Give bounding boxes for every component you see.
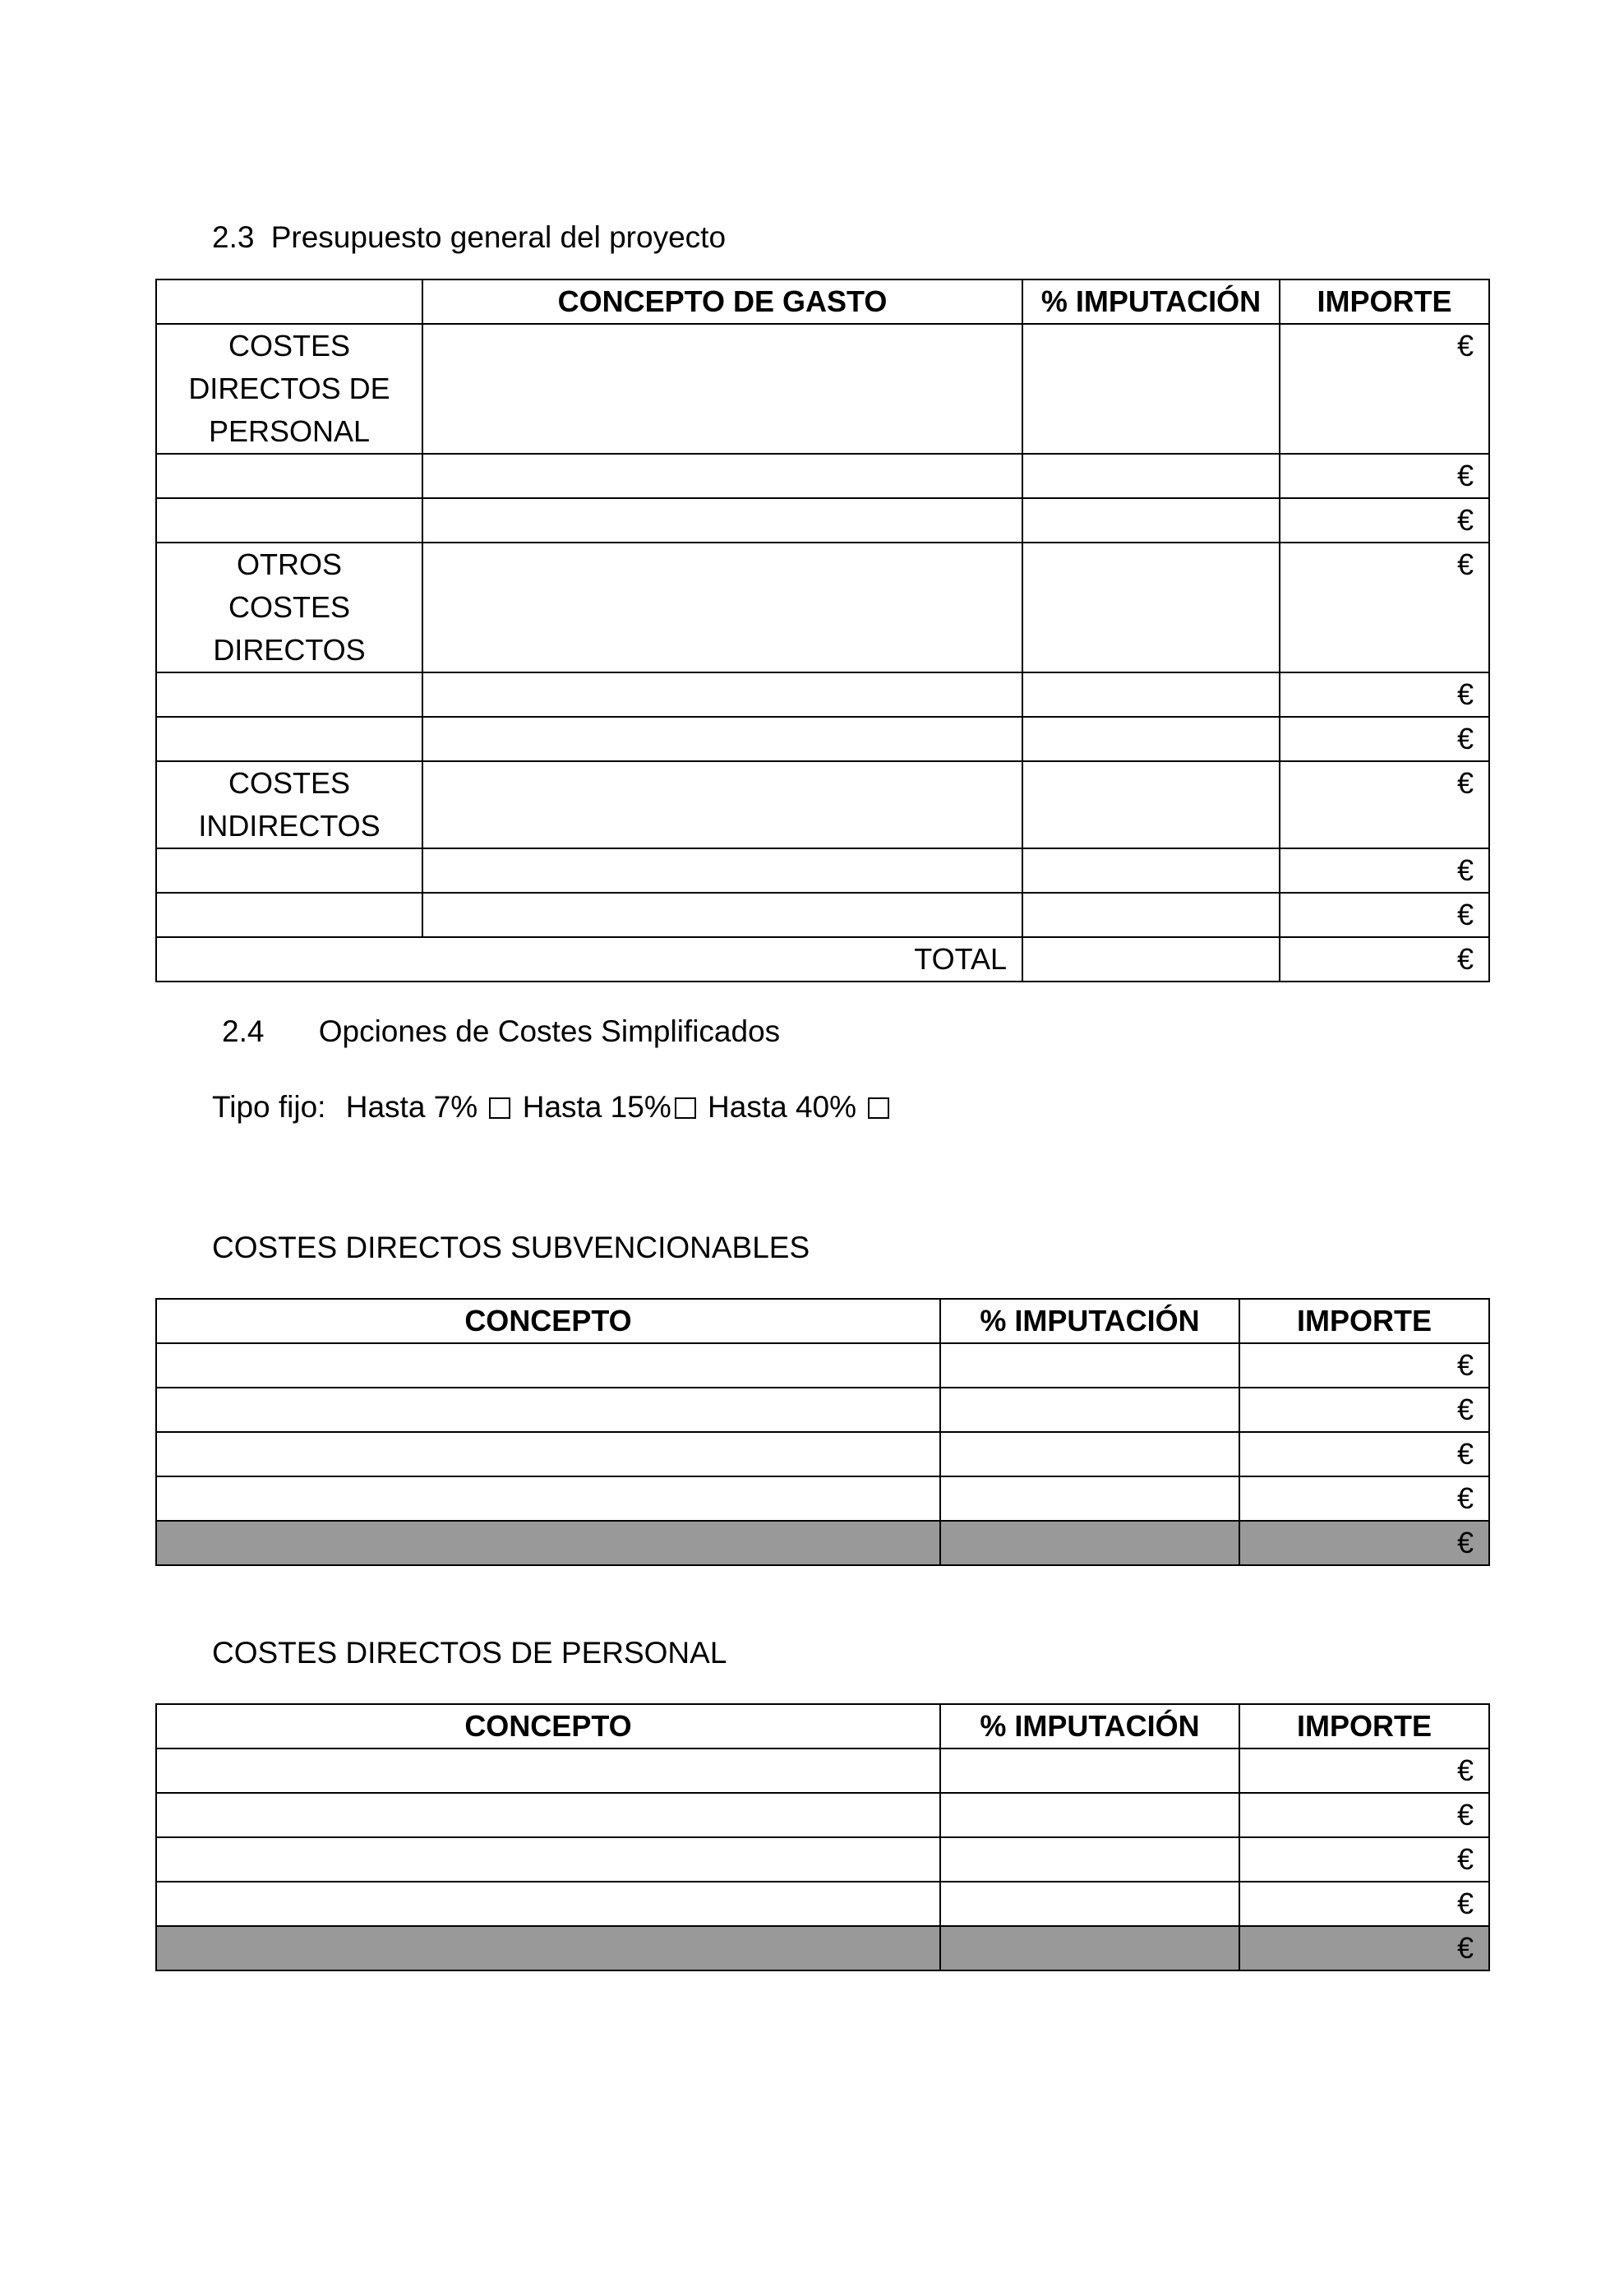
section-title: Presupuesto general del proyecto <box>270 220 727 254</box>
tipo-fijo-options <box>212 1090 893 1125</box>
personal-table <box>155 1703 1490 1971</box>
section-2-4-heading <box>222 1014 780 1049</box>
category-cell[interactable] <box>156 498 422 543</box>
total-row <box>156 937 1489 982</box>
summary-amount-cell[interactable]: € <box>1239 1926 1489 1970</box>
table-row <box>156 761 1489 848</box>
table-row <box>156 1343 1489 1388</box>
table-row <box>156 324 1489 454</box>
percent-cell[interactable] <box>1022 324 1280 454</box>
percent-cell[interactable] <box>1022 893 1280 937</box>
section-number: 2.4 <box>222 1014 265 1048</box>
summary-amount-cell[interactable]: € <box>1239 1521 1489 1565</box>
amount-cell[interactable]: € <box>1239 1837 1489 1882</box>
amount-cell[interactable]: € <box>1280 893 1489 937</box>
concept-cell[interactable] <box>422 324 1022 454</box>
header-amount: IMPORTE <box>1239 1299 1489 1343</box>
concept-cell[interactable] <box>422 454 1022 498</box>
summary-percent-cell <box>940 1521 1239 1565</box>
concept-cell[interactable] <box>422 672 1022 717</box>
summary-row <box>156 1926 1489 1970</box>
amount-cell[interactable]: € <box>1280 324 1489 454</box>
percent-cell[interactable] <box>1022 543 1280 672</box>
concept-cell[interactable] <box>156 1748 940 1793</box>
total-percent-cell[interactable] <box>1022 937 1280 982</box>
concept-cell[interactable] <box>422 761 1022 848</box>
concept-cell[interactable] <box>422 893 1022 937</box>
category-cell[interactable] <box>156 848 422 893</box>
header-concept: CONCEPTO DE GASTO <box>422 279 1022 324</box>
header-percent: % IMPUTACIÓN <box>940 1299 1239 1343</box>
amount-cell[interactable]: € <box>1280 454 1489 498</box>
percent-cell[interactable] <box>940 1837 1239 1882</box>
option-label-15: Hasta 15% <box>522 1090 671 1124</box>
concept-cell[interactable] <box>156 1793 940 1837</box>
header-amount: IMPORTE <box>1280 279 1489 324</box>
percent-cell[interactable] <box>1022 717 1280 761</box>
concept-cell[interactable] <box>156 1476 940 1521</box>
total-label: TOTAL <box>156 937 1022 982</box>
concept-cell[interactable] <box>156 1432 940 1476</box>
percent-cell[interactable] <box>1022 761 1280 848</box>
percent-cell[interactable] <box>940 1476 1239 1521</box>
option-label-40: Hasta 40% <box>708 1090 857 1124</box>
table-row <box>156 1748 1489 1793</box>
category-cell[interactable] <box>156 717 422 761</box>
amount-cell[interactable]: € <box>1239 1882 1489 1926</box>
budget-table <box>155 279 1490 982</box>
table-row <box>156 1388 1489 1432</box>
checkbox-7-percent[interactable] <box>489 1097 510 1119</box>
category-indirectos: COSTES INDIRECTOS <box>156 761 422 848</box>
category-cell[interactable] <box>156 672 422 717</box>
header-amount: IMPORTE <box>1239 1704 1489 1748</box>
table-row <box>156 454 1489 498</box>
table-row <box>156 1476 1489 1521</box>
checkbox-40-percent[interactable] <box>868 1097 889 1119</box>
header-percent: % IMPUTACIÓN <box>1022 279 1280 324</box>
amount-cell[interactable]: € <box>1239 1432 1489 1476</box>
category-personal: COSTES DIRECTOS DE PERSONAL <box>156 324 422 454</box>
personal-heading: COSTES DIRECTOS DE PERSONAL <box>212 1636 727 1670</box>
percent-cell[interactable] <box>1022 848 1280 893</box>
table-header-row <box>156 279 1489 324</box>
table-row <box>156 1882 1489 1926</box>
subvencionables-table <box>155 1298 1490 1566</box>
option-label-7: Hasta 7% <box>345 1090 478 1124</box>
section-number: 2.3 <box>212 220 255 254</box>
percent-cell[interactable] <box>940 1432 1239 1476</box>
amount-cell[interactable]: € <box>1280 717 1489 761</box>
amount-cell[interactable]: € <box>1239 1793 1489 1837</box>
category-cell[interactable] <box>156 893 422 937</box>
amount-cell[interactable]: € <box>1280 498 1489 543</box>
concept-cell[interactable] <box>422 848 1022 893</box>
percent-cell[interactable] <box>1022 672 1280 717</box>
section-2-3-heading <box>212 220 726 255</box>
amount-cell[interactable]: € <box>1239 1343 1489 1388</box>
concept-cell[interactable] <box>156 1343 940 1388</box>
section-title: Opciones de Costes Simplificados <box>318 1014 781 1048</box>
table-row <box>156 893 1489 937</box>
summary-row <box>156 1521 1489 1565</box>
table-row <box>156 498 1489 543</box>
header-concept: CONCEPTO <box>156 1704 940 1748</box>
amount-cell[interactable]: € <box>1239 1748 1489 1793</box>
percent-cell[interactable] <box>1022 498 1280 543</box>
amount-cell[interactable]: € <box>1280 761 1489 848</box>
table-header-row <box>156 1299 1489 1343</box>
total-amount-cell[interactable]: € <box>1280 937 1489 982</box>
summary-concept-cell <box>156 1521 940 1565</box>
summary-concept-cell <box>156 1926 940 1970</box>
percent-cell[interactable] <box>940 1388 1239 1432</box>
percent-cell[interactable] <box>940 1343 1239 1388</box>
concept-cell[interactable] <box>156 1837 940 1882</box>
percent-cell[interactable] <box>940 1748 1239 1793</box>
table-row <box>156 543 1489 672</box>
table-row <box>156 1837 1489 1882</box>
checkbox-15-percent[interactable] <box>675 1097 696 1119</box>
percent-cell[interactable] <box>1022 454 1280 498</box>
table-row <box>156 1793 1489 1837</box>
table-row <box>156 717 1489 761</box>
amount-cell[interactable]: € <box>1239 1388 1489 1432</box>
concept-cell[interactable] <box>422 543 1022 672</box>
percent-cell[interactable] <box>940 1882 1239 1926</box>
concept-cell[interactable] <box>156 1388 940 1432</box>
amount-cell[interactable]: € <box>1280 672 1489 717</box>
header-category <box>156 279 422 324</box>
amount-cell[interactable]: € <box>1280 848 1489 893</box>
table-row <box>156 1432 1489 1476</box>
header-percent: % IMPUTACIÓN <box>940 1704 1239 1748</box>
concept-cell[interactable] <box>422 717 1022 761</box>
amount-cell[interactable]: € <box>1280 543 1489 672</box>
amount-cell[interactable]: € <box>1239 1476 1489 1521</box>
subvencionables-heading: COSTES DIRECTOS SUBVENCIONABLES <box>212 1231 810 1264</box>
category-cell[interactable] <box>156 454 422 498</box>
percent-cell[interactable] <box>940 1793 1239 1837</box>
table-row <box>156 848 1489 893</box>
header-concept: CONCEPTO <box>156 1299 940 1343</box>
concept-cell[interactable] <box>156 1882 940 1926</box>
summary-percent-cell <box>940 1926 1239 1970</box>
category-otros: OTROS COSTES DIRECTOS <box>156 543 422 672</box>
table-header-row <box>156 1704 1489 1748</box>
table-row <box>156 672 1489 717</box>
concept-cell[interactable] <box>422 498 1022 543</box>
tipo-fijo-label: Tipo fijo: <box>212 1090 326 1124</box>
